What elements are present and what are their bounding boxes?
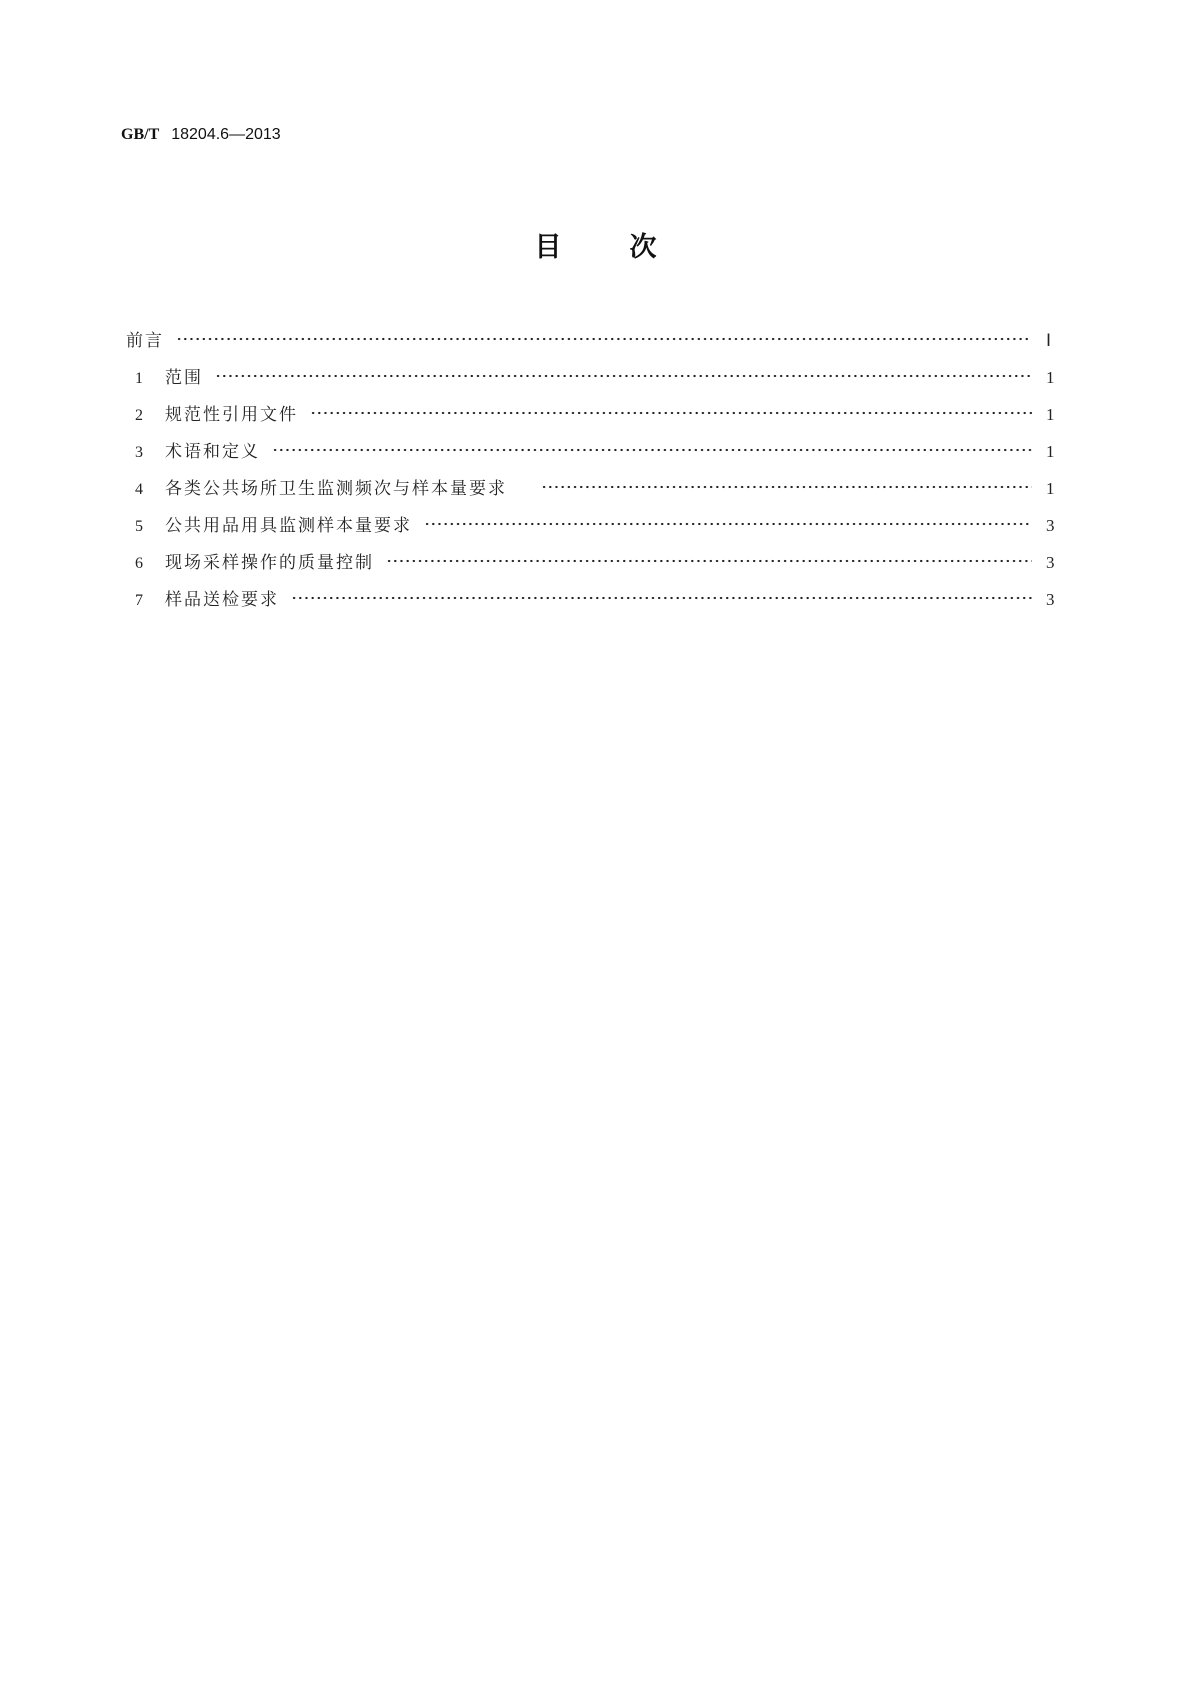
toc-entry[interactable] xyxy=(135,548,1062,585)
dot-leader xyxy=(291,589,1032,607)
dot-leader xyxy=(215,367,1032,385)
toc-entry-label: 样品送检要求 xyxy=(165,590,279,610)
toc-entry-page: 3 xyxy=(1046,516,1055,535)
dot-leader xyxy=(310,404,1032,422)
toc-entry-number: 5 xyxy=(135,518,143,535)
toc-entry-preface[interactable] xyxy=(126,326,1062,363)
toc-entry-page: 1 xyxy=(1046,442,1055,461)
standard-code xyxy=(121,126,281,144)
toc-entry[interactable] xyxy=(135,400,1062,437)
toc-entry-number: 6 xyxy=(135,555,143,572)
toc-entry[interactable] xyxy=(135,437,1062,474)
dot-leader xyxy=(424,515,1032,533)
dot-leader xyxy=(386,552,1032,570)
toc-entry[interactable] xyxy=(135,585,1062,622)
toc-entry-number: 3 xyxy=(135,444,143,461)
toc-entry-page: 3 xyxy=(1046,553,1055,572)
toc-entry[interactable] xyxy=(135,511,1062,548)
toc-entry-page: 1 xyxy=(1046,368,1055,387)
toc-entry-number: 2 xyxy=(135,407,143,424)
dot-leader xyxy=(272,441,1032,459)
page-title: 目次 xyxy=(534,232,725,263)
toc-entry-label: 规范性引用文件 xyxy=(165,405,298,425)
toc-entry-page: Ⅰ xyxy=(1046,331,1052,350)
toc-entry-page: 3 xyxy=(1046,590,1055,609)
toc-entry-number: 4 xyxy=(135,481,143,498)
toc-entry-page: 1 xyxy=(1046,405,1055,424)
standard-number: 18204.6—2013 xyxy=(171,126,281,143)
toc-entry-page: 1 xyxy=(1046,479,1055,498)
toc-entry-label: 现场采样操作的质量控制 xyxy=(165,553,374,573)
dot-leader xyxy=(541,478,1032,496)
toc-entry-label: 术语和定义 xyxy=(165,442,260,462)
toc-entry[interactable] xyxy=(135,474,1062,511)
toc-entry-number: 7 xyxy=(135,592,143,609)
toc-entry-label: 各类公共场所卫生监测频次与样本量要求 xyxy=(165,479,507,499)
toc-entry-label: 前言 xyxy=(126,331,164,351)
toc-entry-number: 1 xyxy=(135,370,143,387)
toc-entry[interactable] xyxy=(135,363,1062,400)
table-of-contents xyxy=(126,326,1062,622)
standard-prefix: GB/T xyxy=(121,126,160,143)
toc-entry-label: 范围 xyxy=(165,368,203,388)
dot-leader xyxy=(176,330,1028,348)
toc-entry-label: 公共用品用具监测样本量要求 xyxy=(165,516,412,536)
